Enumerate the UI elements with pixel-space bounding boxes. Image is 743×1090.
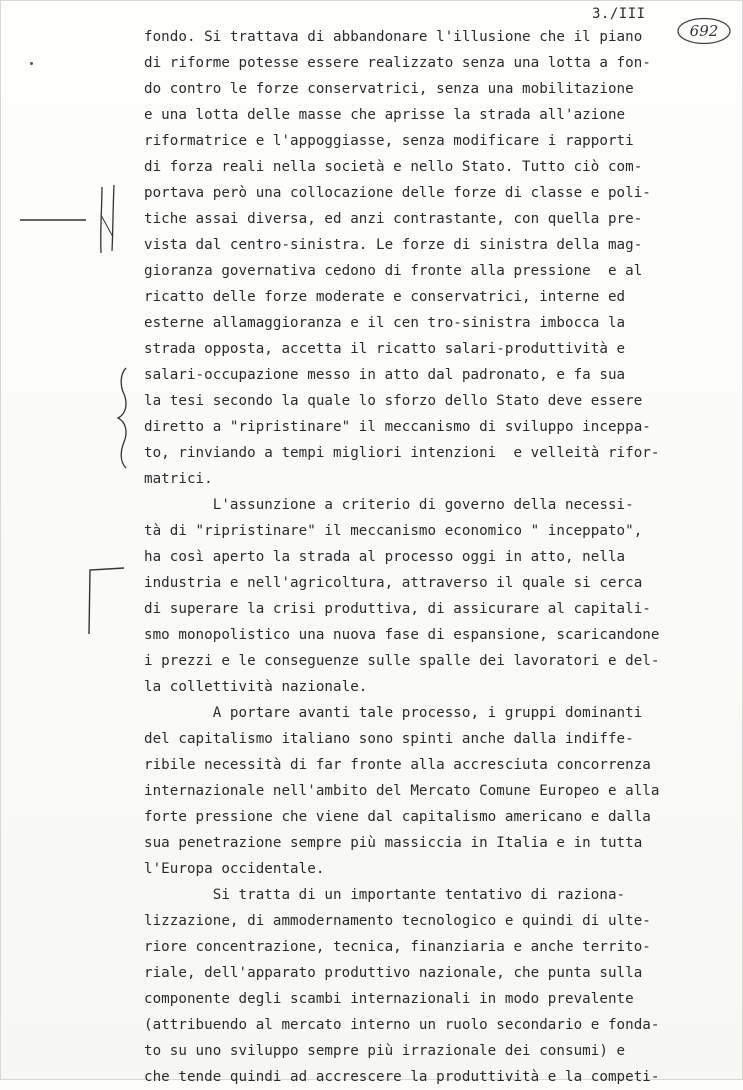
text-line: internazionale nell'ambito del Mercato Comune Europeo e alla [144,783,660,799]
text-line: lizzazione, di ammodernamento tecnologico e quindi di ulte- [144,913,651,929]
text-line: (attribuendo al mercato interno un ruolo secondario e fonda- [144,1017,660,1033]
text-line: ricatto delle forze moderate e conservatrici, interne ed [144,289,626,305]
text-line: riformatrice e l'appoggiasse, senza modificare i rapporti [144,133,634,149]
margin-corner-bracket-mark [86,564,126,636]
text-line: to su uno sviluppo sempre più irrazionale dei consumi) e [144,1043,626,1059]
text-line: smo monopolistico una nuova fase di espansione, scaricandone [144,627,660,643]
text-line: di superare la crisi produttiva, di assicurare al capitali- [144,601,651,617]
text-line: e una lotta delle masse che aprisse la strada all'azione [144,107,626,123]
page-number: 3./III [592,6,646,22]
text-line: tiche assai diversa, ed anzi contrastante, con quella pre- [144,211,643,227]
text-line: matrici. [144,471,213,487]
text-line: tà di "ripristinare" il meccanismo economico " inceppato", [144,523,643,539]
margin-dash-and-double-stroke-mark [14,175,124,260]
text-line: la collettività nazionale. [144,679,368,695]
text-line: portava però una collocazione delle forze di classe e poli- [144,185,651,201]
text-line: gioranza governativa cedono di fronte alla pressione e al [144,263,643,279]
document-id-text: 692 [689,22,719,40]
text-line: ribile necessità di far fronte alla accresciuta concorrenza [144,757,651,773]
document-id-stamp [676,16,732,46]
text-line: fondo. Si trattava di abbandonare l'illusione che il piano [144,29,643,45]
text-line: salari-occupazione messo in atto dal padronato, e fa sua [144,367,626,383]
text-line: i prezzi e le conseguenze sulle spalle dei lavoratori e del- [144,653,660,669]
text-line: to, rinviando a tempi migliori intenzioni e velleità rifor- [144,445,660,461]
text-line: che tende quindi ad accrescere la produttività e la competi- [144,1069,660,1085]
text-line: ha così aperto la strada al processo oggi in atto, nella [144,549,626,565]
text-line: riore concentrazione, tecnica, finanziaria e anche territo- [144,939,651,955]
margin-brace-mark [114,366,136,470]
text-line: sua penetrazione sempre più massiccia in Italia e in tutta [144,835,643,851]
text-line: la tesi secondo la quale lo sforzo dello Stato deve essere [144,393,643,409]
text-line: forte pressione che viene dal capitalismo americano e dalla [144,809,651,825]
text-line: L'assunzione a criterio di governo della necessi- [144,497,634,513]
text-line: do contro le forze conservatrici, senza una mobilitazione [144,81,634,97]
text-line: esterne allamaggioranza e il cen tro-sinistra imbocca la [144,315,626,331]
text-line: del capitalismo italiano sono spinti anche dalla indiffe- [144,731,634,747]
text-line: A portare avanti tale processo, i gruppi dominanti [144,705,643,721]
text-line: riale, dell'apparato produttivo nazionale, che punta sulla [144,965,643,981]
margin-speck [30,62,33,65]
text-line: componente degli scambi internazionali in modo prevalente [144,991,634,1007]
text-line: strada opposta, accetta il ricatto salari-produttività e [144,341,626,357]
text-line: di forza reali nella società e nello Stato. Tutto ciò com- [144,159,643,175]
text-line: di riforme potesse essere realizzato senza una lotta a fon- [144,55,651,71]
text-line: Si tratta di un importante tentativo di raziona- [144,887,626,903]
text-line: diretto a "ripristinare" il meccanismo di sviluppo inceppa- [144,419,651,435]
text-line: industria e nell'agricoltura, attraverso il quale si cerca [144,575,643,591]
text-line: l'Europa occidentale. [144,861,325,877]
text-line: vista dal centro-sinistra. Le forze di sinistra della mag- [144,237,643,253]
